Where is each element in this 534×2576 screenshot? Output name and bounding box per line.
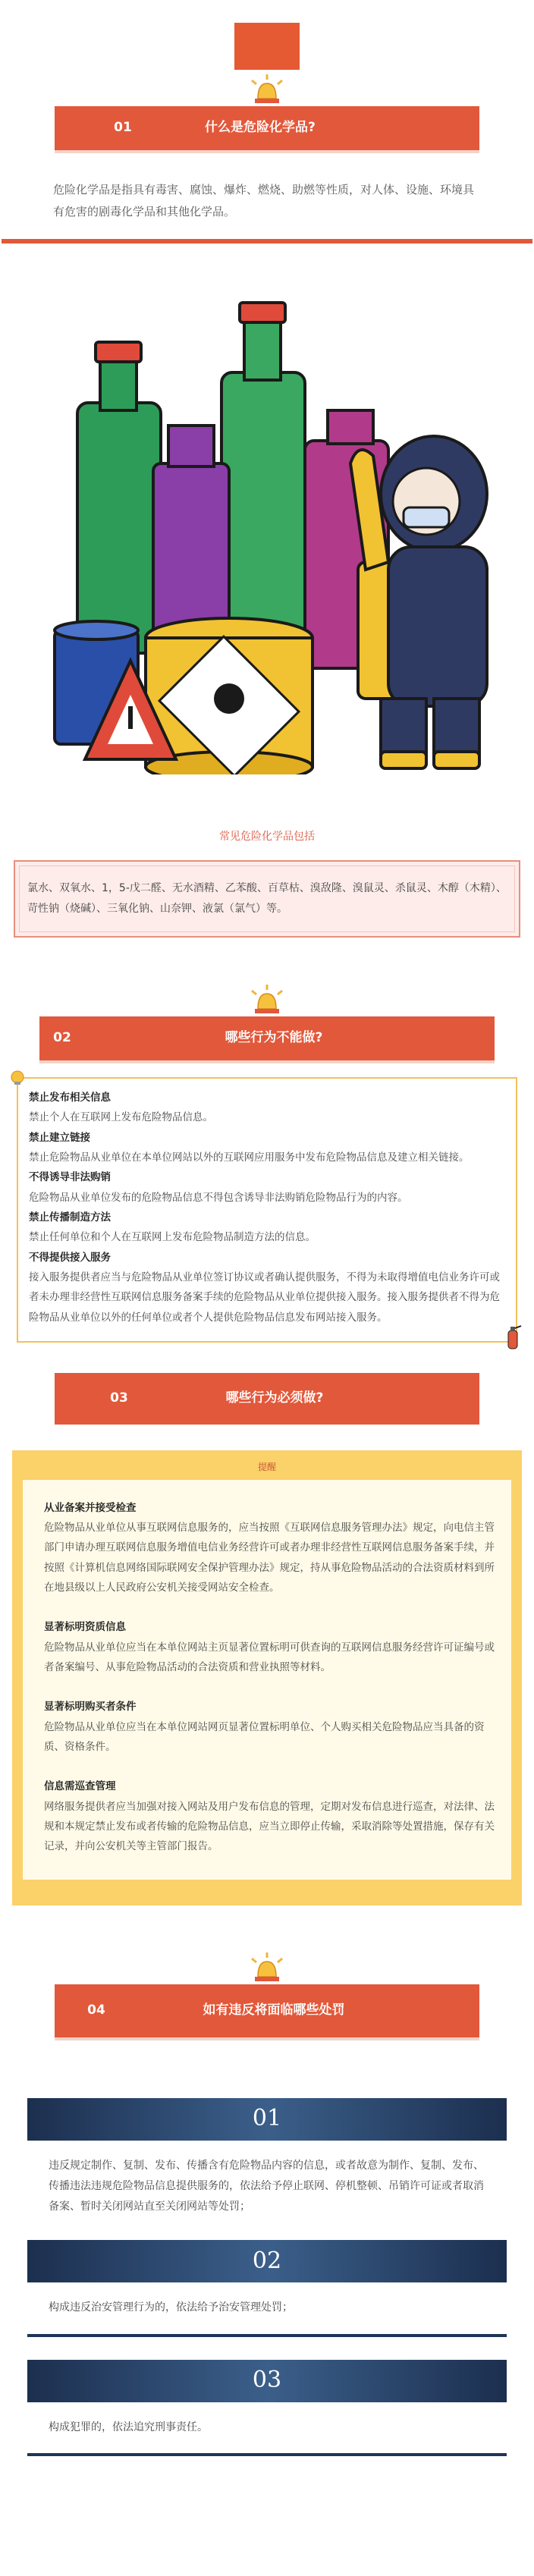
alarm-lamp-icon: [246, 73, 288, 106]
section-title-bar: [55, 1373, 479, 1425]
prohibited-item: [29, 1128, 505, 1168]
penalty-number: 02: [252, 2248, 282, 2275]
required-item: [23, 1757, 511, 1856]
section-03-header: [0, 1373, 534, 1425]
item-body: 禁止个人在互联网上发布危险物品信息。: [29, 1111, 213, 1124]
item-body: 接入服务提供者应当与危险物品从业单位签订协议或者确认提供服务，不得为未取得增值电信业务许可或者未办理非经营性互联网信息服务备案手续的危险物品从业单位提供接入服务。接入服务提供者不得为危险物品从业单位以外的任何单位或者个人提供危险物品信息发布网站接入服务。: [29, 1271, 500, 1324]
common-chemicals-list: 氯水、双氧水、1，5-戊二醛、无水酒精、乙苯酸、百草枯、溴敌隆、溴鼠灵、杀鼠灵、木醇（木精）、苛性钠（烧碱）、三氧化钠、山奈钾、液氯（氯气）等。: [14, 860, 520, 938]
item-body: 危险物品从业单位发布的危险物品信息不得包含诱导非法购销危险物品行为的内容。: [29, 1191, 408, 1204]
definition-text: 危险化学品是指具有毒害、腐蚀、爆炸、燃烧、助燃等性质，对人体、设施、环境具有危害的剧毒化学品和其他化学品。: [53, 183, 475, 218]
item-head: 禁止发布相关信息: [29, 1092, 111, 1104]
section-title: 什么是危险化学品?: [205, 120, 316, 136]
prohibited-item: [29, 1167, 505, 1208]
header-tab-decoration: [234, 23, 300, 70]
alarm-lamp-icon: [246, 983, 288, 1016]
penalty-number-band: [27, 2098, 507, 2141]
item-body: 禁止危险物品从业单位在本单位网站以外的互联网应用服务中发布危险物品信息及建立相关链接。: [29, 1151, 470, 1164]
prohibited-item: [29, 1088, 505, 1128]
divider: [27, 2334, 507, 2337]
item-head: 显著标明购买者条件: [44, 1701, 137, 1714]
section-title: 哪些行为必须做?: [225, 1390, 324, 1406]
item-body: 危险物品从业单位应当在本单位网站主页显著位置标明可供查询的互联网信息服务经营许可证编号或者备案编号、从事危险物品活动的合法资质和营业执照等材料。: [44, 1641, 495, 1674]
item-body: 危险物品从业单位从事互联网信息服务的，应当按照《互联网信息服务管理办法》规定，向电信主管部门申请办理互联网信息服务增值电信业务经营许可或者办理非经营性互联网信息服务备案手续，并按照《计算机信息网络国际联网安全保护管理办法》规定，持从事危险物品活动的合法资质材料到所在地县级以上人民政府公安机关接受网站安全检查。: [44, 1522, 495, 1594]
section-title: 如有违反将面临哪些处罚: [203, 2002, 345, 2018]
penalty-number-band: [27, 2360, 507, 2402]
panel-label: 提醒: [257, 1461, 276, 1472]
penalty-item: [27, 2240, 507, 2333]
penalty-number: 01: [252, 2105, 282, 2132]
item-body: 危险物品从业单位应当在本单位网站网页显著位置标明单位、个人购买相关危险物品应当具备的资质、资格条件。: [44, 1720, 485, 1753]
section-title: 哪些行为不能做?: [225, 1030, 323, 1046]
required-item: [23, 1597, 511, 1677]
penalty-number: 03: [252, 2367, 282, 2394]
section-number: 04: [87, 2002, 105, 2018]
prohibited-item: [29, 1208, 505, 1248]
required-actions-list: [23, 1480, 511, 1880]
divider: [2, 239, 532, 243]
section-number: 02: [53, 1030, 71, 1046]
item-head: 不得诱导非法购销: [29, 1171, 111, 1184]
penalty-text: 违反规定制作、复制、发布、传播含有危险物品内容的信息，或者故意为制作、复制、发布、传播违法违规危险物品信息提供服务的，依法给予停止联网、停机整顿、吊销许可证或者取消备案、暂时关闭网站直至关闭网站等处罚；: [49, 2159, 484, 2213]
chemical-bottles-hazmat-illustration: [32, 274, 502, 774]
item-body: 禁止任何单位和个人在互联网上发布危险物品制造方法的信息。: [29, 1231, 316, 1244]
bulb-icon: [9, 1070, 26, 1086]
alarm-lamp-icon: [246, 1951, 288, 1984]
divider: [27, 2453, 507, 2456]
item-head: 不得提供接入服务: [29, 1251, 111, 1264]
section-01-header: [0, 23, 534, 150]
section-number: 03: [110, 1390, 128, 1406]
penalty-text: 构成违反治安管理行为的，依法给予治安管理处罚；: [49, 2301, 293, 2314]
item-head: 从业备案并接受检查: [44, 1501, 137, 1514]
prohibited-item: [29, 1248, 505, 1327]
required-actions-panel: [12, 1450, 522, 1905]
fire-extinguisher-icon: [502, 1324, 523, 1350]
section-title-bar: [39, 1016, 495, 1060]
prohibited-actions-box: [17, 1077, 517, 1343]
item-head: 显著标明资质信息: [44, 1621, 126, 1634]
item-head: 禁止建立链接: [29, 1131, 90, 1144]
section-04-header: [0, 1948, 534, 2037]
item-head: 禁止传播制造方法: [29, 1211, 111, 1224]
required-item: [23, 1677, 511, 1757]
penalty-number-band: [27, 2240, 507, 2282]
penalty-item: [27, 2098, 507, 2233]
item-body: 网络服务提供者应当加强对接入网站及用户发布信息的管理，定期对发布信息进行巡查，对法律、法规和本规定禁止发布或者传输的危险物品信息，应当立即停止传输，采取消除等处置措施，保存有关记录，并向公安机关等主管部门报告。: [44, 1800, 495, 1853]
section-title-bar: [55, 1984, 479, 2037]
penalty-text: 构成犯罪的，依法追究刑事责任。: [49, 2420, 208, 2433]
section-title-bar: [55, 106, 479, 150]
penalty-item: [27, 2360, 507, 2453]
item-head: 信息需巡查管理: [44, 1780, 116, 1793]
required-item: [23, 1480, 511, 1598]
section-number: 01: [114, 120, 132, 136]
common-chemicals-title: 常见危险化学品包括: [219, 831, 315, 843]
section-02-header: [0, 980, 534, 1060]
